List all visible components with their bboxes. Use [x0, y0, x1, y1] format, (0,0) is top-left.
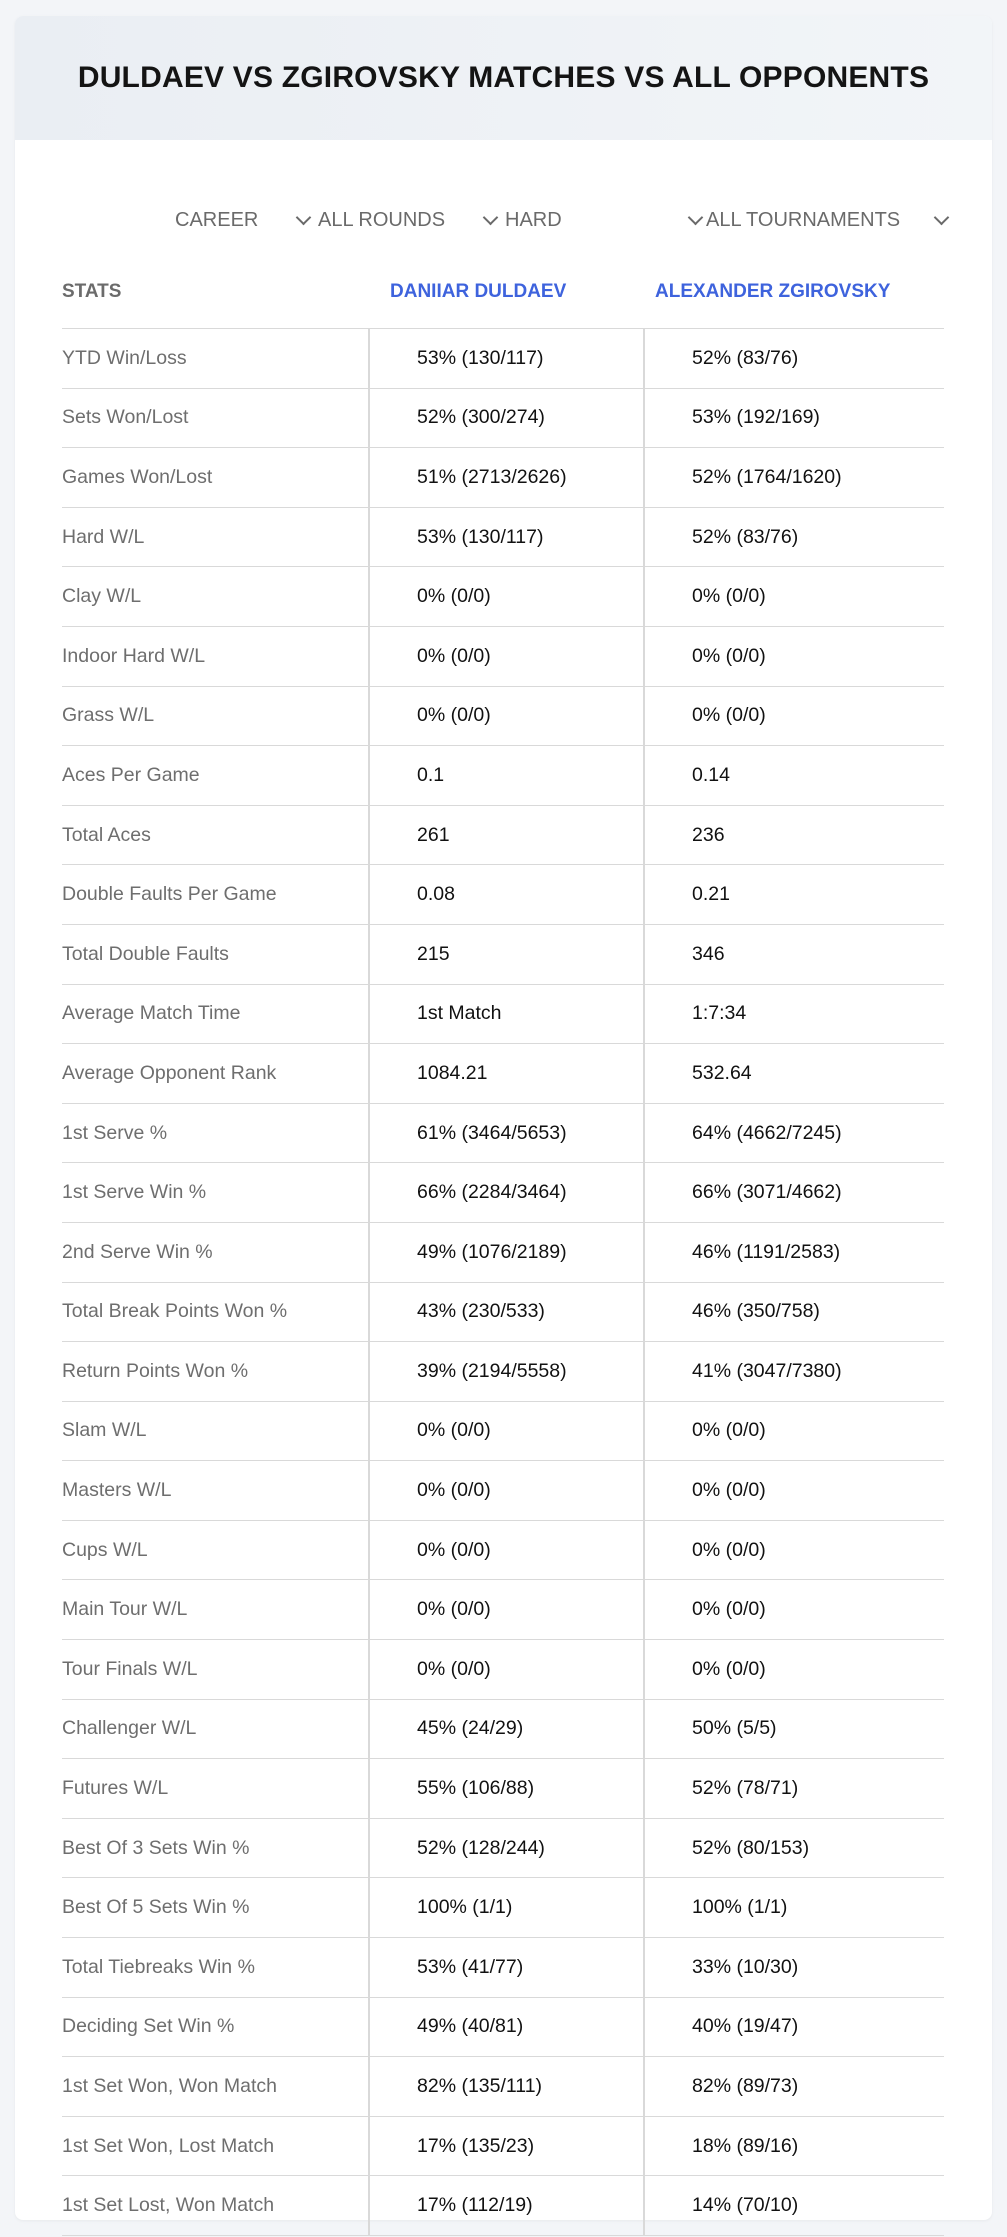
- stat-label: Average Match Time: [62, 1002, 241, 1025]
- player2-stat-value: 46% (350/758): [643, 1283, 944, 1342]
- player1-stat-value: 0% (0/0): [368, 1402, 643, 1461]
- table-header: [62, 256, 944, 329]
- player1-stat-value: 0% (0/0): [368, 627, 643, 686]
- stat-label: Challenger W/L: [62, 1717, 197, 1740]
- stat-label: Main Tour W/L: [62, 1598, 188, 1621]
- player1-stat-value: 82% (135/111): [368, 2057, 643, 2116]
- table-row: [62, 1044, 944, 1104]
- stat-label: Hard W/L: [62, 525, 145, 548]
- table-row: [62, 627, 944, 687]
- surface-select-value: HARD: [505, 208, 562, 231]
- player2-stat-value: 0% (0/0): [643, 1640, 944, 1699]
- player2-stat-value: 236: [643, 806, 944, 865]
- player1-stat-value: 45% (24/29): [368, 1700, 643, 1759]
- player2-stat-value: 33% (10/30): [643, 1938, 944, 1997]
- table-row: [62, 1163, 944, 1223]
- stat-label: Double Faults Per Game: [62, 883, 277, 906]
- player2-stat-value: 0% (0/0): [643, 1461, 944, 1520]
- player2-stat-value: 0% (0/0): [643, 1521, 944, 1580]
- table-row: [62, 448, 944, 508]
- player2-stat-value: 40% (19/47): [643, 1998, 944, 2057]
- table-row: [62, 1700, 944, 1760]
- player2-stat-value: 53% (192/169): [643, 389, 944, 448]
- player1-stat-value: 0% (0/0): [368, 687, 643, 746]
- table-row: [62, 1461, 944, 1521]
- player2-stat-value: 52% (1764/1620): [643, 448, 944, 507]
- player1-stat-value: 0% (0/0): [368, 567, 643, 626]
- filter-bar: [15, 194, 992, 246]
- player2-stat-value: 0% (0/0): [643, 1402, 944, 1461]
- player1-link[interactable]: DANIIAR DULDAEV: [390, 281, 567, 302]
- player1-stat-value: 17% (112/19): [368, 2176, 643, 2235]
- player2-stat-value: 0.21: [643, 865, 944, 924]
- player2-stat-value: 0% (0/0): [643, 687, 944, 746]
- table-row: [62, 2057, 944, 2117]
- stat-label: Best Of 3 Sets Win %: [62, 1836, 250, 1859]
- player2-stat-value: 52% (83/76): [643, 508, 944, 567]
- table-row: [62, 746, 944, 806]
- player1-stat-value: 61% (3464/5653): [368, 1104, 643, 1163]
- stats-table: [62, 256, 944, 2236]
- stat-label: Total Aces: [62, 823, 151, 846]
- chevron-down-icon: [688, 209, 704, 225]
- player1-stat-value: 0% (0/0): [368, 1521, 643, 1580]
- player1-stat-value: 100% (1/1): [368, 1878, 643, 1937]
- table-row: [62, 806, 944, 866]
- table-row: [62, 985, 944, 1045]
- stat-label: Futures W/L: [62, 1777, 169, 1800]
- table-row: [62, 1819, 944, 1879]
- stat-label: Grass W/L: [62, 704, 155, 727]
- table-row: [62, 1640, 944, 1700]
- player2-stat-value: 532.64: [643, 1044, 944, 1103]
- chevron-down-icon: [296, 209, 312, 225]
- table-row: [62, 329, 944, 389]
- player2-stat-value: 52% (78/71): [643, 1759, 944, 1818]
- player2-stat-value: 52% (80/153): [643, 1819, 944, 1878]
- player2-stat-value: 41% (3047/7380): [643, 1342, 944, 1401]
- stat-label: Clay W/L: [62, 585, 142, 608]
- table-row: [62, 687, 944, 747]
- card-header: [15, 16, 992, 140]
- stat-label: Total Break Points Won %: [62, 1300, 288, 1323]
- tournaments-select[interactable]: [706, 194, 951, 246]
- player1-stat-value: 39% (2194/5558): [368, 1342, 643, 1401]
- stat-label: Indoor Hard W/L: [62, 644, 206, 667]
- table-row: [62, 508, 944, 568]
- table-row: [62, 1342, 944, 1402]
- table-body: [62, 329, 944, 2236]
- player2-stat-value: 0.14: [643, 746, 944, 805]
- player2-stat-value: 66% (3071/4662): [643, 1163, 944, 1222]
- table-row: [62, 1283, 944, 1343]
- player1-stat-value: 53% (41/77): [368, 1938, 643, 1997]
- stat-label: 1st Set Lost, Won Match: [62, 2194, 275, 2217]
- player2-stat-value: 14% (70/10): [643, 2176, 944, 2235]
- player1-stat-value: 17% (135/23): [368, 2117, 643, 2176]
- player1-stat-value: 55% (106/88): [368, 1759, 643, 1818]
- player2-stat-value: 1:7:34: [643, 985, 944, 1044]
- player1-stat-value: 1st Match: [368, 985, 643, 1044]
- stat-label: 2nd Serve Win %: [62, 1240, 213, 1263]
- table-row: [62, 1223, 944, 1283]
- stat-label: Average Opponent Rank: [62, 1061, 277, 1084]
- table-row: [62, 925, 944, 985]
- chevron-down-icon: [483, 209, 499, 225]
- stat-label: Total Tiebreaks Win %: [62, 1955, 255, 1978]
- stat-label: 1st Serve Win %: [62, 1181, 207, 1204]
- player1-stat-value: 261: [368, 806, 643, 865]
- chevron-down-icon: [934, 209, 950, 225]
- player1-stat-value: 0% (0/0): [368, 1580, 643, 1639]
- table-row: [62, 567, 944, 627]
- stat-label: Return Points Won %: [62, 1359, 249, 1382]
- player2-stat-value: 0% (0/0): [643, 627, 944, 686]
- player2-stat-value: 64% (4662/7245): [643, 1104, 944, 1163]
- table-row: [62, 865, 944, 925]
- table-row: [62, 1759, 944, 1819]
- player2-stat-value: 82% (89/73): [643, 2057, 944, 2116]
- player2-stat-value: 100% (1/1): [643, 1878, 944, 1937]
- stat-label: Best Of 5 Sets Win %: [62, 1896, 250, 1919]
- stat-label: Total Double Faults: [62, 942, 229, 965]
- surface-select[interactable]: [505, 194, 705, 246]
- player1-stat-value: 0.08: [368, 865, 643, 924]
- period-select-value: CAREER: [175, 208, 259, 231]
- rounds-select[interactable]: [318, 194, 500, 246]
- stat-label: 1st Set Won, Won Match: [62, 2075, 277, 2098]
- stat-label: Masters W/L: [62, 1479, 172, 1502]
- stat-label: Deciding Set Win %: [62, 2015, 235, 2038]
- stat-label: 1st Set Won, Lost Match: [62, 2134, 275, 2157]
- stat-label: Slam W/L: [62, 1419, 147, 1442]
- player1-stat-value: 0% (0/0): [368, 1640, 643, 1699]
- player2-stat-value: 0% (0/0): [643, 567, 944, 626]
- player2-stat-value: 52% (83/76): [643, 329, 944, 388]
- stat-label: YTD Win/Loss: [62, 346, 187, 369]
- stat-label: Sets Won/Lost: [62, 406, 189, 429]
- stat-label: Aces Per Game: [62, 763, 200, 786]
- tournaments-select-value: ALL TOURNAMENTS: [706, 208, 901, 231]
- player2-stat-value: 18% (89/16): [643, 2117, 944, 2176]
- table-row: [62, 1521, 944, 1581]
- player1-stat-value: 53% (130/117): [368, 508, 643, 567]
- stats-card: [15, 16, 992, 2220]
- player1-stat-value: 49% (1076/2189): [368, 1223, 643, 1282]
- table-row: [62, 1998, 944, 2058]
- player1-stat-value: 1084.21: [368, 1044, 643, 1103]
- rounds-select-value: ALL ROUNDS: [318, 208, 446, 231]
- stat-label: Games Won/Lost: [62, 465, 213, 488]
- player2-stat-value: 0% (0/0): [643, 1580, 944, 1639]
- table-row: [62, 1878, 944, 1938]
- player2-link[interactable]: ALEXANDER ZGIROVSKY: [655, 281, 891, 302]
- player1-stat-value: 215: [368, 925, 643, 984]
- player1-stat-value: 66% (2284/3464): [368, 1163, 643, 1222]
- stats-column-header: STATS: [62, 281, 122, 302]
- player1-stat-value: 0% (0/0): [368, 1461, 643, 1520]
- table-row: [62, 2117, 944, 2177]
- player2-stat-value: 346: [643, 925, 944, 984]
- player1-stat-value: 0.1: [368, 746, 643, 805]
- period-select[interactable]: [175, 194, 313, 246]
- stat-label: 1st Serve %: [62, 1121, 168, 1144]
- table-row: [62, 389, 944, 449]
- stat-label: Tour Finals W/L: [62, 1657, 198, 1680]
- page-title: DULDAEV VS ZGIROVSKY MATCHES VS ALL OPPONENTS: [77, 61, 930, 94]
- player1-stat-value: 49% (40/81): [368, 1998, 643, 2057]
- player1-stat-value: 51% (2713/2626): [368, 448, 643, 507]
- table-row: [62, 2176, 944, 2236]
- player1-stat-value: 53% (130/117): [368, 329, 643, 388]
- table-row: [62, 1104, 944, 1164]
- player2-stat-value: 50% (5/5): [643, 1700, 944, 1759]
- player1-stat-value: 52% (128/244): [368, 1819, 643, 1878]
- player1-stat-value: 52% (300/274): [368, 389, 643, 448]
- player1-stat-value: 43% (230/533): [368, 1283, 643, 1342]
- table-row: [62, 1402, 944, 1462]
- stat-label: Cups W/L: [62, 1538, 148, 1561]
- table-row: [62, 1938, 944, 1998]
- table-row: [62, 1580, 944, 1640]
- player2-stat-value: 46% (1191/2583): [643, 1223, 944, 1282]
